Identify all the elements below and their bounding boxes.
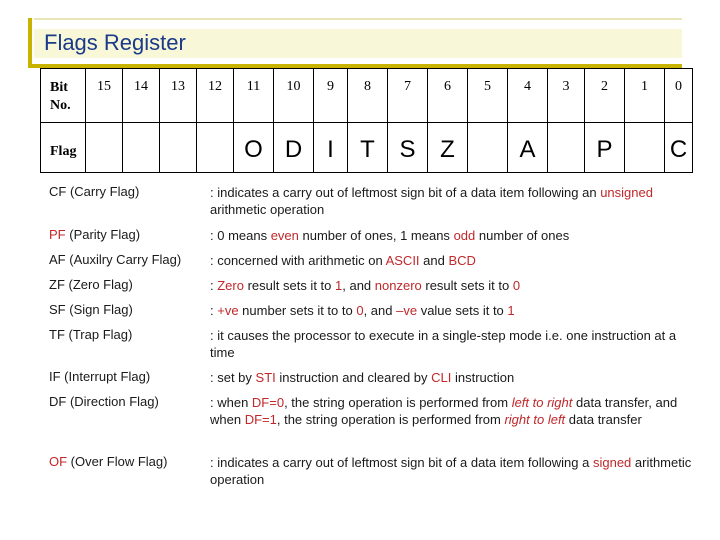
flag-desc-of: : indicates a carry out of leftmost sign bit of a data item following a signed arithmetic operation	[210, 455, 692, 487]
bit-0: 0	[665, 69, 693, 123]
flag-cell-3	[548, 123, 585, 173]
title-left-bar	[28, 18, 32, 68]
page-title: Flags Register	[44, 30, 186, 55]
bit-7: 7	[388, 69, 428, 123]
flag-cell-11: O	[234, 123, 274, 173]
flag-cell-9: I	[314, 123, 348, 173]
flag-name-af: AF (Auxilry Carry Flag)	[49, 252, 182, 267]
flag-cell-13	[160, 123, 197, 173]
bit-1: 1	[625, 69, 665, 123]
bit-10: 10	[274, 69, 314, 123]
flag-cell-2: P	[585, 123, 625, 173]
flag-name-cf: CF (Carry Flag)	[49, 184, 140, 199]
flag-cell-0: C	[665, 123, 693, 173]
flag-cell-1	[625, 123, 665, 173]
flag-name-tf: TF (Trap Flag)	[49, 327, 133, 342]
flag-name-if: IF (Interrupt Flag)	[49, 369, 151, 384]
flag-cell-8: T	[348, 123, 388, 173]
flag-cell-5	[468, 123, 508, 173]
flag-cell-7: S	[388, 123, 428, 173]
bit-14: 14	[123, 69, 160, 123]
flag-cell-10: D	[274, 123, 314, 173]
flags-register-table	[40, 68, 693, 173]
flag-desc-if: : set by STI instruction and cleared by CLI instruction	[210, 370, 515, 385]
flag-label: Flag	[41, 123, 86, 173]
flag-desc-sf: : +ve number sets it to to 0, and –ve value sets it to 1	[210, 303, 515, 318]
flag-desc-zf: : Zero result sets it to 1, and nonzero result sets it to 0	[210, 278, 521, 293]
bit-3: 3	[548, 69, 585, 123]
bit-9: 9	[314, 69, 348, 123]
bit-2: 2	[585, 69, 625, 123]
title-top-rule	[34, 18, 682, 20]
flag-name-pf: PF (Parity Flag)	[49, 227, 141, 242]
flag-name-zf: ZF (Zero Flag)	[49, 277, 133, 292]
flag-row	[41, 123, 693, 173]
flag-desc-tf: : it causes the processor to execute in a single-step mode i.e. one instruction at a time	[210, 328, 677, 360]
flag-name-of: OF (Over Flow Flag)	[49, 454, 168, 469]
bit-number-row	[41, 69, 693, 123]
flag-cell-14	[123, 123, 160, 173]
flag-desc-af: : concerned with arithmetic on ASCII and BCD	[210, 253, 476, 268]
bit-5: 5	[468, 69, 508, 123]
flag-desc-cf: : indicates a carry out of leftmost sign bit of a data item following an unsigned arithmetic operation	[210, 185, 653, 217]
bit-4: 4	[508, 69, 548, 123]
bit-6: 6	[428, 69, 468, 123]
bit-11: 11	[234, 69, 274, 123]
flag-name-df: DF (Direction Flag)	[49, 394, 159, 409]
flag-cell-15	[86, 123, 123, 173]
flag-name-sf: SF (Sign Flag)	[49, 302, 133, 317]
bit-12: 12	[197, 69, 234, 123]
flag-cell-4: A	[508, 123, 548, 173]
flag-desc-pf: : 0 means even number of ones, 1 means odd number of ones	[210, 228, 570, 243]
bit-number-label: Bit No.	[41, 69, 86, 123]
flag-desc-df: : when DF=0, the string operation is performed from left to right data transfer, and when DF=1, the string operation is performed from right to left data transfer	[210, 395, 678, 427]
flag-cell-12	[197, 123, 234, 173]
bit-15: 15	[86, 69, 123, 123]
bit-8: 8	[348, 69, 388, 123]
bit-13: 13	[160, 69, 197, 123]
flag-cell-6: Z	[428, 123, 468, 173]
